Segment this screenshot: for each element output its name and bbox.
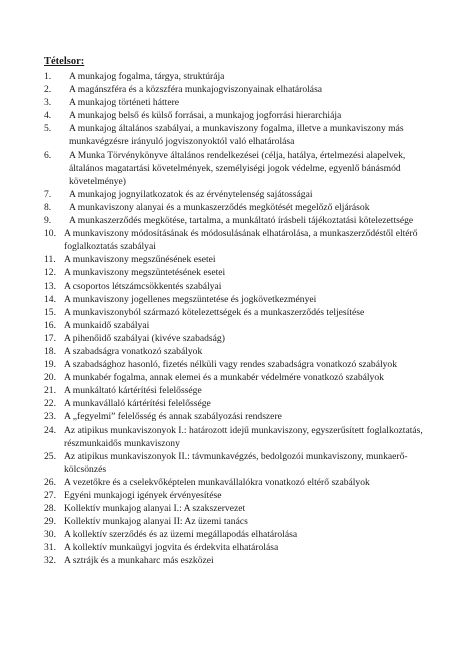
topic-number: 19. xyxy=(44,359,56,371)
topic-text: A sztrájk és a munkaharc más eszközei xyxy=(64,555,214,567)
topic-number: 6. xyxy=(44,149,52,161)
topic-number: 9. xyxy=(44,215,52,227)
topic-number: 30. xyxy=(44,529,56,541)
topic-number: 7. xyxy=(44,188,52,200)
topic-item xyxy=(44,397,436,410)
topic-item xyxy=(44,214,436,227)
topic-text: A pihenőidő szabályai (kivéve szabadság) xyxy=(64,332,225,344)
topic-item xyxy=(44,515,436,528)
topic-item xyxy=(44,83,436,96)
topic-text: A csoportos létszámcsökkentés szabályai xyxy=(64,280,222,292)
topic-text: A munkajog általános szabályai, a munkaviszony fogalma, illetve a munkaviszony más munkavégzésre irányuló jogviszonyoktól való elhatárolása xyxy=(69,123,404,148)
topic-item xyxy=(44,188,436,201)
page-title: Tételsor: xyxy=(44,56,85,67)
topic-text: A munkajog belső és külső forrásai, a munkajog jogforrási hierarchiája xyxy=(69,110,342,122)
topic-text: A munkaidő szabályai xyxy=(64,319,150,331)
topic-number: 11. xyxy=(44,254,56,266)
topic-text: A magánszféra és a közszféra munkajogviszonyainak elhatárolása xyxy=(69,84,323,96)
topic-item xyxy=(44,554,436,567)
topic-number: 5. xyxy=(44,123,52,135)
topic-text: A munkaviszony módosításának és módosulásának elhatárolása, a munkaszerződéstől eltérő foglalkoztatás szabályai xyxy=(64,228,418,253)
topic-item xyxy=(44,266,436,279)
topic-item xyxy=(44,541,436,554)
topic-text: A kollektív szerződés és az üzemi megállapodás elhatárolása xyxy=(64,529,298,541)
topic-item xyxy=(44,70,436,83)
topic-number: 18. xyxy=(44,345,56,357)
topic-number: 27. xyxy=(44,490,56,501)
topic-text: A munkaszerződés megkötése, tartalma, a munkáltató írásbeli tájékoztatási kötelezettsége xyxy=(69,215,414,227)
topic-item xyxy=(44,253,436,266)
topic-number: 8. xyxy=(44,201,52,213)
topic-number: 1. xyxy=(44,71,52,82)
topic-number: 22. xyxy=(44,398,56,410)
topic-item xyxy=(44,489,436,502)
topic-text: A kollektív munkaügyi jogvita és érdekvita elhatárolása xyxy=(64,542,279,554)
topic-text: A „fegyelmi” felelősség és annak szabályozási rendszere xyxy=(64,411,282,423)
topic-item xyxy=(44,109,436,122)
topic-item xyxy=(44,424,436,450)
topic-text: A szabadságra vonatkozó szabályok xyxy=(64,345,203,357)
topic-text: A munkajog fogalma, tárgya, struktúrája xyxy=(69,71,225,82)
topic-item xyxy=(44,332,436,345)
topic-item xyxy=(44,502,436,515)
topic-text: A szabadsághoz hasonló, fizetés nélküli vagy rendes szabadságra vonatkozó szabályok xyxy=(64,359,398,371)
topic-item xyxy=(44,450,436,476)
topic-item xyxy=(44,358,436,371)
topic-text: A munkajog jognyilatkozatok és az érvénytelenség sajátosságai xyxy=(69,188,313,200)
topic-item xyxy=(44,476,436,489)
topic-item xyxy=(44,122,436,148)
topic-number: 28. xyxy=(44,503,56,515)
topic-number: 13. xyxy=(44,280,56,292)
topic-number: 24. xyxy=(44,424,56,436)
topic-item xyxy=(44,371,436,384)
topic-number: 20. xyxy=(44,372,56,384)
topic-text: Az atipikus munkaviszonyok II.: távmunkavégzés, bedolgozói munkaviszony, munkaerő-kölcsönzés xyxy=(64,450,408,475)
topic-item xyxy=(44,280,436,293)
topic-number: 4. xyxy=(44,110,52,122)
topic-item xyxy=(44,410,436,423)
topic-text: A munkaviszonyból származó kötelezettségek és a munkaszerződés teljesítése xyxy=(64,306,365,318)
topic-number: 2. xyxy=(44,84,52,96)
topic-text: A munkaviszony alanyai és a munkaszerződés megkötését megelőző eljárások xyxy=(69,201,370,213)
topic-text: Egyéni munkajogi igények érvényesítése xyxy=(64,490,222,501)
topic-item xyxy=(44,96,436,109)
topic-text: A Munka Törvénykönyve általános rendelkezései (célja, hatálya, értelmezési alapelvek, általános magatartási követelmények, személyiségi jogok védelme, egyenlő bánásmód követelménye) xyxy=(69,149,406,187)
topic-number: 17. xyxy=(44,332,56,344)
topic-number: 15. xyxy=(44,306,56,318)
topic-number: 16. xyxy=(44,319,56,331)
topic-number: 10. xyxy=(44,228,56,240)
topic-text: A vezetőkre és a cselekvőképtelen munkavállalókra vonatkozó eltérő szabályok xyxy=(64,476,370,488)
topic-text: A munkaviszony jogellenes megszüntetése és jogkövetkezményei xyxy=(64,293,317,305)
topic-item xyxy=(44,227,436,253)
topic-number: 32. xyxy=(44,555,56,567)
topic-text: Kollektív munkajog alanyai II: Az üzemi tanács xyxy=(64,516,248,528)
topic-number: 23. xyxy=(44,411,56,423)
topic-text: A munkaviszony megszűnésének esetei xyxy=(64,254,216,266)
topic-text: A munkabér fogalma, annak elemei és a munkabér védelmére vonatkozó szabályok xyxy=(64,372,384,384)
topic-item xyxy=(44,306,436,319)
topic-number: 29. xyxy=(44,516,56,528)
topic-item xyxy=(44,201,436,214)
topic-text: Az atipikus munkaviszonyok I.: határozott idejű munkaviszony, egyszerűsített foglalkoztatás, részmunkaidős munkaviszony xyxy=(64,424,423,449)
topic-item xyxy=(44,149,436,188)
topic-number: 25. xyxy=(44,450,56,462)
topic-number: 31. xyxy=(44,542,56,554)
topic-number: 14. xyxy=(44,293,56,305)
topic-text: A munkajog történeti háttere xyxy=(69,97,180,109)
topic-item xyxy=(44,319,436,332)
topic-number: 12. xyxy=(44,267,56,279)
topic-item xyxy=(44,345,436,358)
topic-text: A munkavállaló kártérítési felelőssége xyxy=(64,398,211,410)
topic-number: 3. xyxy=(44,97,52,109)
topic-number: 26. xyxy=(44,476,56,488)
topic-text: A munkáltató kártérítési felelőssége xyxy=(64,385,202,397)
topic-item xyxy=(44,293,436,306)
topic-item xyxy=(44,384,436,397)
topic-item xyxy=(44,528,436,541)
topic-text: Kollektív munkajog alanyai I.: A szakszervezet xyxy=(64,503,246,515)
topic-text: A munkaviszony megszüntetésének esetei xyxy=(64,267,226,279)
topic-number: 21. xyxy=(44,385,56,397)
topic-list xyxy=(44,70,436,568)
